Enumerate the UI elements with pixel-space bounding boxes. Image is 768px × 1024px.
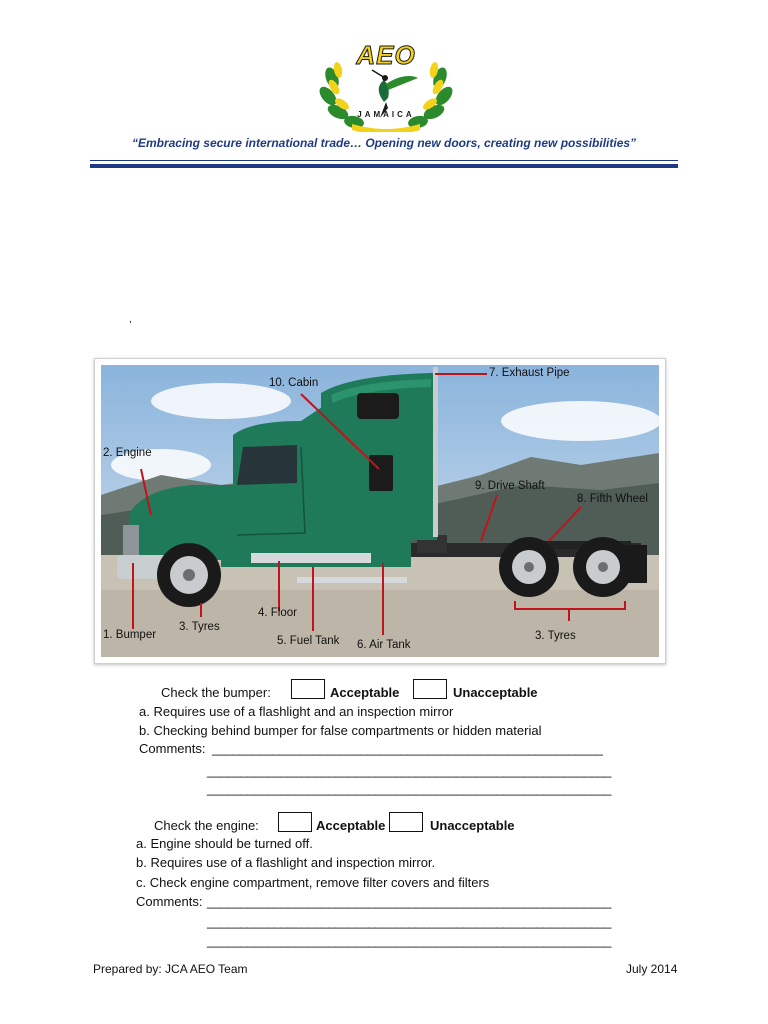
- label-tyres-rear: 3. Tyres: [535, 630, 576, 642]
- bumper-item-b: b. Checking behind bumper for false compartments or hidden material: [139, 723, 542, 738]
- label-exhaust-pipe: 7. Exhaust Pipe: [489, 367, 570, 379]
- engine-acceptable-checkbox[interactable]: [278, 812, 312, 832]
- engine-unacceptable-label: Unacceptable: [430, 818, 515, 833]
- engine-acceptable-label: Acceptable: [316, 818, 386, 833]
- engine-comments-label: Comments:: [136, 894, 203, 909]
- bumper-comments-label: Comments:: [139, 741, 206, 756]
- aeo-logo: [318, 40, 454, 132]
- label-drive-shaft: 9. Drive Shaft: [475, 480, 545, 492]
- exhaust-stack: [433, 367, 438, 537]
- label-fuel-tank: 5. Fuel Tank: [277, 635, 340, 647]
- label-engine: 2. Engine: [103, 447, 152, 459]
- engine-comment-line-1[interactable]: ____________________________________________________________: [207, 894, 611, 909]
- engine-item-a: a. Engine should be turned off.: [136, 836, 313, 851]
- label-bumper: 1. Bumper: [103, 629, 157, 641]
- rear-wheel-2: [573, 537, 633, 597]
- tagline: “Embracing secure international trade… Opening new doors, creating new possibilities”: [131, 136, 637, 150]
- label-cabin: 10. Cabin: [269, 377, 319, 389]
- label-tyres-front: 3. Tyres: [179, 621, 220, 633]
- side-window: [369, 455, 393, 491]
- bumper-acceptable-checkbox[interactable]: [291, 679, 325, 699]
- bumper-unacceptable-label: Unacceptable: [453, 685, 538, 700]
- bumper-comment-line-1[interactable]: __________________________________________________________: [212, 741, 603, 756]
- engine-unacceptable-checkbox[interactable]: [389, 812, 423, 832]
- bumper-comment-line-3[interactable]: ____________________________________________________________: [207, 781, 611, 796]
- engine-item-b: b. Requires use of a flashlight and inspection mirror.: [136, 855, 436, 870]
- front-wheel: [157, 543, 221, 607]
- label-fifth-wheel: 8. Fifth Wheel: [577, 493, 648, 505]
- engine-comment-line-2[interactable]: ____________________________________________________________: [207, 914, 611, 929]
- sleeper-window: [357, 393, 399, 419]
- engine-comment-line-3[interactable]: ____________________________________________________________: [207, 933, 611, 948]
- fuel-tank: [251, 553, 371, 563]
- label-floor: 4. Floor: [258, 607, 297, 619]
- logo-subtext: JAMAICA: [357, 110, 415, 119]
- stray-mark: ,: [129, 314, 132, 325]
- bumper-acceptable-label: Acceptable: [330, 685, 400, 700]
- bumper-item-a: a. Requires use of a flashlight and an inspection mirror: [139, 704, 454, 719]
- label-air-tank: 6. Air Tank: [357, 639, 411, 651]
- truck-photo: [101, 365, 659, 657]
- cab-window: [237, 445, 297, 485]
- logo-text: AEO: [356, 40, 416, 70]
- bumper-unacceptable-checkbox[interactable]: [413, 679, 447, 699]
- bumper-check-label: Check the bumper:: [161, 685, 271, 700]
- bumper-comment-line-2[interactable]: ____________________________________________________________: [207, 763, 611, 778]
- footer-prepared-by: Prepared by: JCA AEO Team: [93, 962, 248, 976]
- footer-date: July 2014: [626, 962, 678, 976]
- engine-item-c: c. Check engine compartment, remove filter covers and filters: [136, 875, 490, 890]
- truck-diagram: [94, 358, 666, 664]
- engine-check-label: Check the engine:: [154, 818, 259, 833]
- rear-wheel-1: [499, 537, 559, 597]
- header-divider: [90, 164, 678, 168]
- header-divider-thin: [90, 160, 678, 161]
